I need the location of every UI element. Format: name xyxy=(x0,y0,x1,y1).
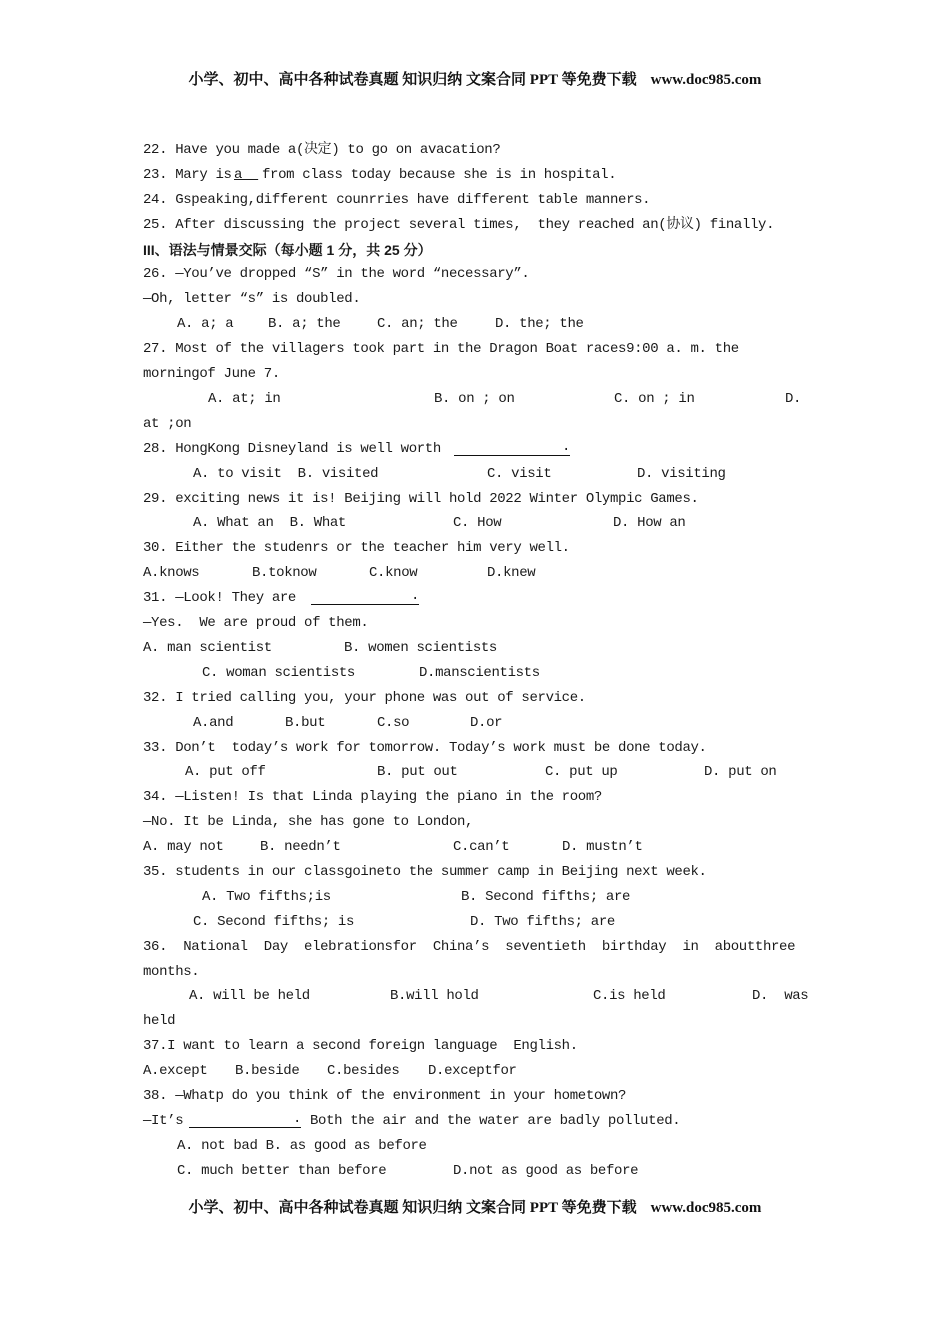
question-text: —Oh, letter “s” is doubled. xyxy=(143,291,361,307)
answer-option: A. at; in xyxy=(208,391,281,407)
answer-option: Both the air and the water are badly polluted. xyxy=(310,1113,681,1129)
answer-option: A. man scientist xyxy=(143,640,272,656)
question-text: 27. Most of the villagers took part in the Dragon Boat races9:00 a. m. the xyxy=(143,341,739,357)
answer-option: D.knew xyxy=(487,565,536,581)
answer-blank: . xyxy=(454,440,570,456)
answer-option: D.exceptfor xyxy=(428,1063,517,1079)
page-footer xyxy=(0,1196,950,1217)
answer-option: C.know xyxy=(369,565,418,581)
answer-option: C.so xyxy=(377,715,410,731)
page-header xyxy=(0,68,950,89)
answer-option: C. visit xyxy=(487,466,552,482)
answer-option: A. Two fifths;is xyxy=(202,889,331,905)
answer-option: C. woman scientists xyxy=(202,665,355,681)
answer-option: C. How xyxy=(453,515,502,531)
answer-option: C. Second fifths; is xyxy=(193,914,355,930)
answer-option: D. the; the xyxy=(495,316,584,332)
answer-option: A. a; a xyxy=(177,316,234,332)
question-text: —It’s xyxy=(143,1113,184,1129)
answer-option: D. Two fifths; are xyxy=(470,914,615,930)
question-text: 38. —Whatp do you think of the environment in your hometown? xyxy=(143,1088,627,1104)
answer-option: D. put on xyxy=(704,764,777,780)
header-url: www.doc985.com xyxy=(650,72,762,88)
section-heading: III、语法与情景交际（每小题 1 分，共 25 分） xyxy=(143,242,432,258)
question-text: 37.I want to learn a second foreign language English. xyxy=(143,1038,578,1054)
answer-option: C.besides xyxy=(327,1063,400,1079)
answer-option: C. on ; in xyxy=(614,391,695,407)
answer-option: A. not bad B. as good as before xyxy=(177,1138,427,1154)
question-text: 31. —Look! They are xyxy=(143,590,296,606)
question-text: 22. Have you made a(决定) to go on avacation? xyxy=(143,142,501,158)
answer-option: D. How an xyxy=(613,515,686,531)
answer-option: A. may not xyxy=(143,839,224,855)
answer-option: D.not as good as before xyxy=(453,1163,639,1179)
answer-option: B.will hold xyxy=(390,988,479,1004)
question-text: 23. Mary is xyxy=(143,167,232,183)
question-text: 35. students in our classgoineto the summer camp in Beijing next week. xyxy=(143,864,707,880)
answer-option: A.and xyxy=(193,715,234,731)
question-text: —Yes. We are proud of them. xyxy=(143,615,369,631)
question-text: 32. I tried calling you, your phone was out of service. xyxy=(143,690,586,706)
answer-option: B. Second fifths; are xyxy=(461,889,631,905)
question-text: 34. —Listen! Is that Linda playing the piano in the room? xyxy=(143,789,602,805)
question-text: 28. HongKong Disneyland is well worth xyxy=(143,441,441,457)
answer-option: a xyxy=(234,167,259,183)
question-text: 26. —You’ve dropped “S” in the word “necessary”. xyxy=(143,266,530,282)
question-text: 36. National Day elebrationsfor China’s seventieth birthday in aboutthree xyxy=(143,939,796,955)
answer-option: A. will be held xyxy=(189,988,310,1004)
question-text: 24. Gspeaking,different counrries have different table manners. xyxy=(143,192,651,208)
question-text: held xyxy=(143,1013,176,1029)
footer-text: 小学、初中、高中各种试卷真题 知识归纳 文案合同 PPT 等免费下载 xyxy=(188,1200,637,1216)
answer-option: C. much better than before xyxy=(177,1163,387,1179)
answer-option: D. was xyxy=(752,988,809,1004)
answer-option: B. needn’t xyxy=(260,839,341,855)
answer-option: D.or xyxy=(470,715,503,731)
question-text: at ;on xyxy=(143,416,192,432)
question-text: 25. After discussing the project several times, they reached an(协议) finally. xyxy=(143,217,775,233)
answer-option: B. put out xyxy=(377,764,458,780)
answer-option: C. put up xyxy=(545,764,618,780)
answer-option: B. on ; on xyxy=(434,391,515,407)
answer-option: A.knows xyxy=(143,565,200,581)
answer-blank: . xyxy=(311,589,419,605)
question-text: months. xyxy=(143,964,200,980)
question-text: —No. It be Linda, she has gone to London, xyxy=(143,814,474,830)
answer-option: B.beside xyxy=(235,1063,300,1079)
answer-option: C.can’t xyxy=(453,839,510,855)
question-text: morningof June 7. xyxy=(143,366,280,382)
answer-option: from class today because she is in hospital. xyxy=(262,167,617,183)
answer-blank: . xyxy=(189,1112,301,1128)
answer-option: D. mustn’t xyxy=(562,839,643,855)
answer-option: A. to visit B. visited xyxy=(193,466,379,482)
answer-option: A. What an B. What xyxy=(193,515,346,531)
answer-option: B. women scientists xyxy=(344,640,497,656)
question-text: 33. Don’t today’s work for tomorrow. Today’s work must be done today. xyxy=(143,740,707,756)
answer-option: B.but xyxy=(285,715,326,731)
answer-option: C. an; the xyxy=(377,316,458,332)
answer-option: D.manscientists xyxy=(419,665,540,681)
answer-option: B.toknow xyxy=(252,565,317,581)
answer-option: A. put off xyxy=(185,764,266,780)
question-text: 29. exciting news it is! Beijing will hold 2022 Winter Olympic Games. xyxy=(143,491,699,507)
header-text: 小学、初中、高中各种试卷真题 知识归纳 文案合同 PPT 等免费下载 xyxy=(188,72,637,88)
answer-option: D. visiting xyxy=(637,466,726,482)
answer-option: A.except xyxy=(143,1063,208,1079)
footer-url: www.doc985.com xyxy=(650,1200,762,1216)
answer-option: D. xyxy=(785,391,802,407)
question-text: 30. Either the studenrs or the teacher him very well. xyxy=(143,540,570,556)
answer-option: C.is held xyxy=(593,988,666,1004)
answer-option: B. a; the xyxy=(268,316,341,332)
